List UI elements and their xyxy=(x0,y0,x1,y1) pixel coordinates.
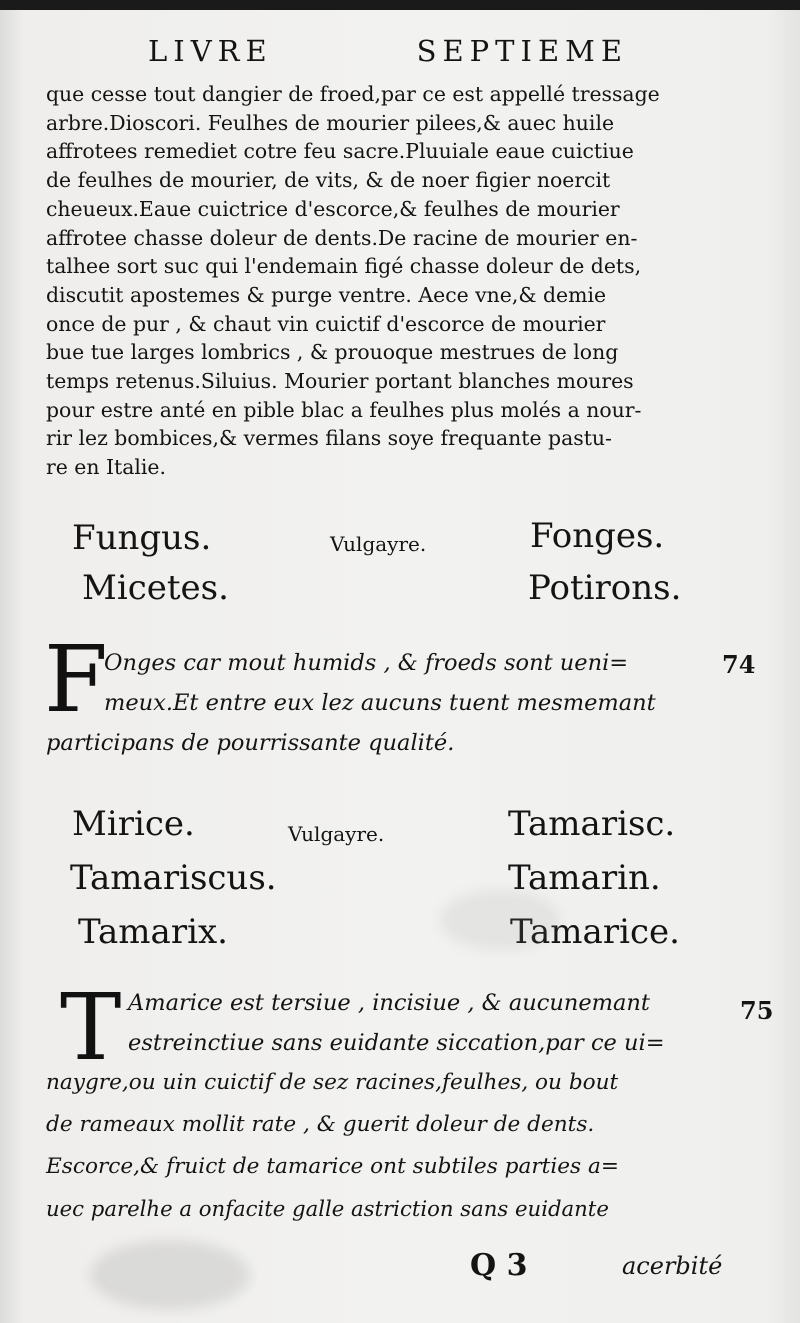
mirice-french-name-1: Tamarisc. xyxy=(508,804,676,844)
signature-mark: Q 3 xyxy=(470,1248,528,1283)
page-top-edge xyxy=(0,0,800,10)
text-line: once de pur , & chaut vin cuictif d'escorce de mourier xyxy=(46,311,606,336)
text-line: cheueux.Eaue cuictrice d'escorce,& feulhes de mourier xyxy=(46,196,620,221)
fungus-vulgar-label: Vulgayre. xyxy=(330,532,427,556)
fungus-text-line: Onges car mout humids , & froeds sont ueni= xyxy=(104,650,629,676)
fungus-latin-name-2: Micetes. xyxy=(82,568,229,608)
text-line: temps retenus.Siluius. Mourier portant blanches moures xyxy=(46,369,634,394)
mirice-latin-name-3: Tamarix. xyxy=(78,912,228,952)
text-line: bue tue larges lombrics , & prouoque mestrues de long xyxy=(46,340,619,365)
text-line: affrotees remediet cotre feu sacre.Pluuiale eaue cuictiue xyxy=(46,139,634,164)
mirice-latin-name-2: Tamariscus. xyxy=(70,858,277,898)
text-line: discutit apostemes & purge ventre. Aece vne,& demie xyxy=(46,282,607,307)
marginal-number-75: 75 xyxy=(740,996,774,1025)
mirice-french-name-2: Tamarin. xyxy=(508,858,661,898)
tamarice-text-line: Escorce,& fruict de tamarice ont subtiles parties a= xyxy=(46,1154,619,1179)
header-right-word: SEPTIEME xyxy=(416,34,628,68)
text-line: pour estre anté en pible blac a feulhes plus molés a nour- xyxy=(46,397,642,422)
catchword: acerbité xyxy=(622,1252,723,1280)
ink-smudge xyxy=(440,890,560,950)
mourier-paragraph xyxy=(46,80,726,482)
marginal-number-74: 74 xyxy=(722,650,756,679)
mirice-french-name-3: Tamarice. xyxy=(510,912,680,952)
ink-smudge xyxy=(90,1240,250,1310)
tamarice-text-line: de rameaux mollit rate , & guerit doleur de dents. xyxy=(46,1112,595,1137)
mirice-vulgar-label: Vulgayre. xyxy=(288,822,385,846)
fungus-french-name-2: Potirons. xyxy=(528,568,682,608)
fungus-latin-name-1: Fungus. xyxy=(72,518,212,558)
text-line: que cesse tout dangier de froed,par ce est appellé tressage xyxy=(46,82,660,106)
text-line: arbre.Dioscori. Feulhes de mourier pilees,& auec huile xyxy=(46,110,615,135)
text-line: affrotee chasse doleur de dents.De racine de mourier en- xyxy=(46,225,638,250)
mirice-latin-name-1: Mirice. xyxy=(72,804,195,844)
dropcap-f: F xyxy=(44,626,108,733)
text-line: re en Italie. xyxy=(46,455,166,480)
text-line: de feulhes de mourier, de vits, & de noer figier noercit xyxy=(46,168,611,193)
fungus-text-line: meux.Et entre eux lez aucuns tuent mesmemant xyxy=(104,690,656,716)
fungus-text-line: participans de pourrissante qualité. xyxy=(46,730,455,756)
text-line: rir lez bombices,& vermes filans soye frequante pastu- xyxy=(46,426,612,451)
header-left-word: LIVRE xyxy=(148,34,273,68)
tamarice-text-line: estreinctiue sans euidante siccation,par ce ui= xyxy=(128,1030,665,1056)
tamarice-text-line: naygre,ou uin cuictif de sez racines,feulhes, ou bout xyxy=(46,1070,619,1095)
text-line: talhee sort suc qui l'endemain figé chasse doleur de dets, xyxy=(46,254,642,279)
fungus-french-name-1: Fonges. xyxy=(530,516,665,556)
tamarice-text-line: Amarice est tersiue , incisiue , & aucunemant xyxy=(128,990,650,1016)
tamarice-text-line: uec parelhe a onfacite galle astriction sans euidante xyxy=(46,1196,609,1221)
running-header xyxy=(148,34,628,68)
dropcap-t: T xyxy=(60,974,122,1081)
